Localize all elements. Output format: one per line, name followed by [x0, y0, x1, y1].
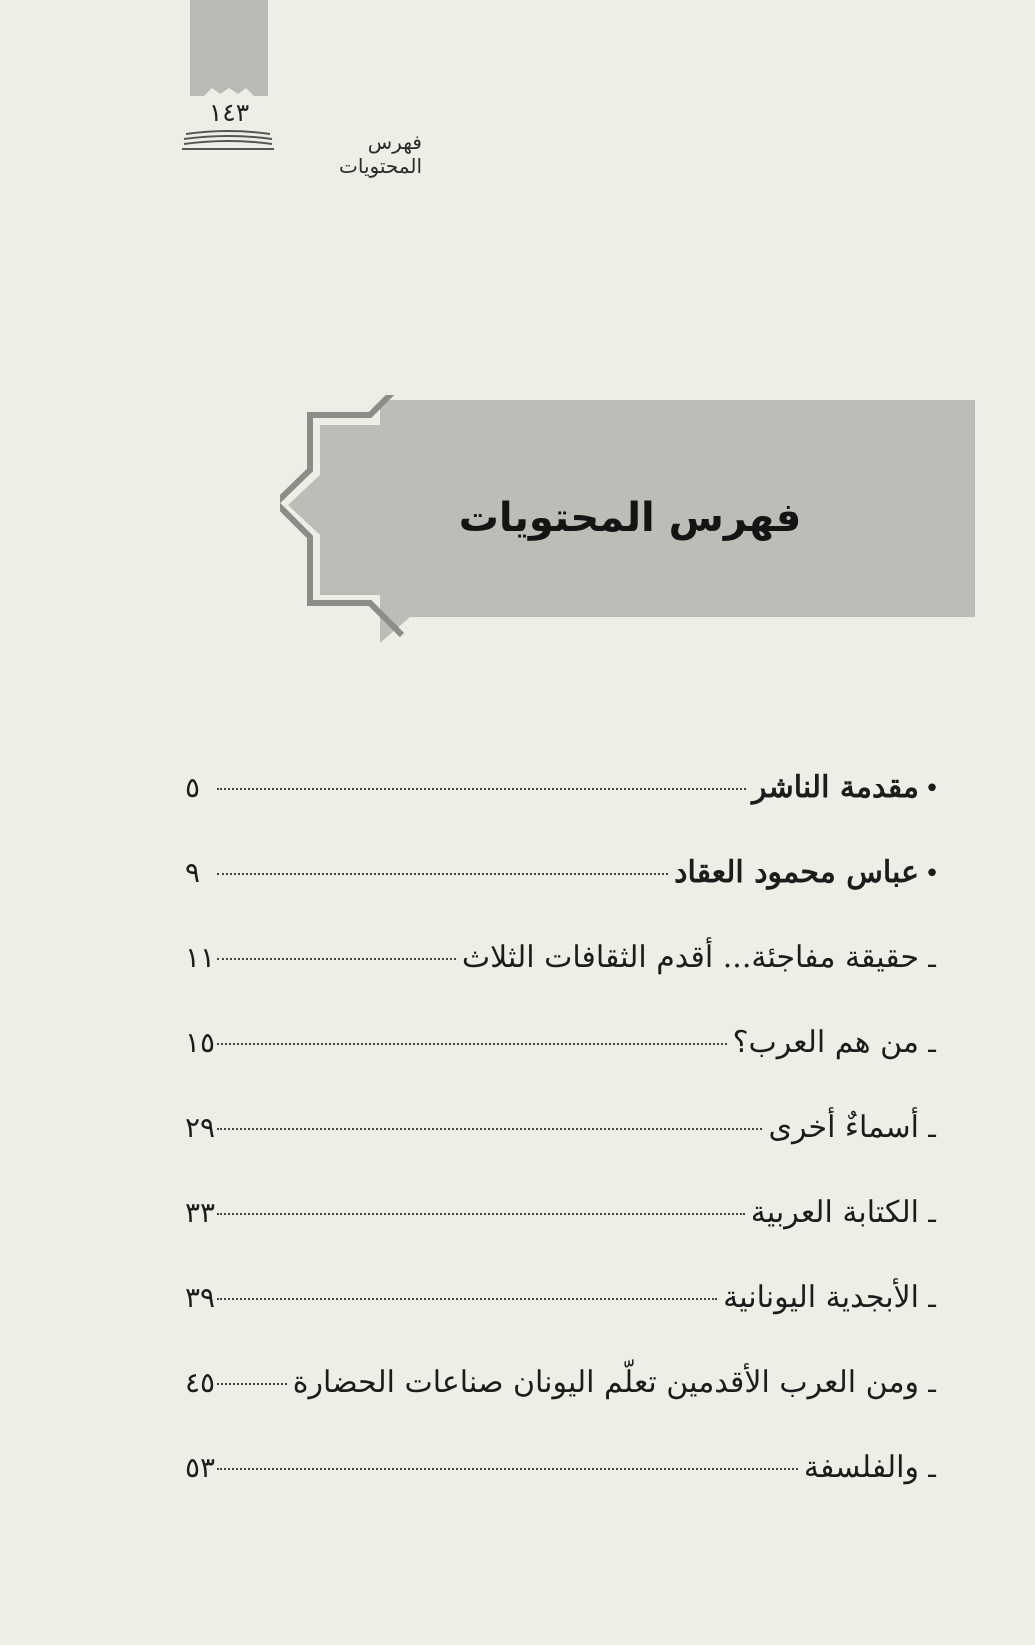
toc-entry-title: حقيقة مفاجئة... أقدم الثقافات الثلاث [461, 940, 919, 975]
toc-entry[interactable] [185, 855, 945, 940]
toc-leader-dots [217, 873, 668, 875]
toc-entry-page: ٥ [185, 771, 201, 804]
toc-dash: ـ [928, 1284, 936, 1314]
toc-dash: ـ [928, 1454, 936, 1484]
toc-leader-dots [217, 1468, 798, 1470]
toc-entry[interactable] [185, 1450, 945, 1535]
toc-entry-page: ٤٥ [185, 1366, 216, 1399]
toc-entry-page: ٣٣ [185, 1196, 216, 1229]
toc-bullet: • [924, 774, 940, 804]
toc-entry-page: ٥٣ [185, 1451, 216, 1484]
toc-entry-title: والفلسفة [803, 1450, 919, 1485]
toc-entry[interactable] [185, 1025, 945, 1110]
page-number: ١٤٣ [208, 98, 250, 127]
toc-leader-dots [217, 1043, 726, 1045]
toc-dash: ـ [928, 1369, 936, 1399]
toc-leader-dots [217, 1298, 717, 1300]
toc-dash: ـ [928, 1114, 936, 1144]
toc-entry-title: أسماءٌ أخرى [768, 1110, 919, 1145]
toc-dash: ـ [928, 1199, 936, 1229]
toc-entry[interactable] [185, 1365, 945, 1450]
toc-entry[interactable] [185, 1195, 945, 1280]
toc-entry-title: مقدمة الناشر [752, 770, 919, 805]
toc-entry-title: الأبجدية اليونانية [723, 1280, 919, 1315]
toc-entry-title: الكتابة العربية [750, 1195, 919, 1230]
toc-entry-page: ٩ [185, 856, 201, 889]
toc-leader-dots [217, 958, 456, 960]
toc-entry-page: ٣٩ [185, 1281, 216, 1314]
toc-dash: ـ [928, 944, 936, 974]
toc-entry-title: عباس محمود العقاد [674, 855, 919, 890]
toc-entry[interactable] [185, 940, 945, 1025]
toc-entry-page: ١٥ [185, 1026, 216, 1059]
toc-entry[interactable] [185, 770, 945, 855]
running-title: فهرس المحتويات [339, 130, 422, 178]
toc-leader-dots [217, 1383, 287, 1385]
toc-leader-dots [217, 1128, 762, 1130]
toc-entry-page: ٢٩ [185, 1111, 216, 1144]
toc-leader-dots [217, 1213, 745, 1215]
banner-title: فهرس المحتويات [458, 495, 802, 541]
toc-entry-page: ١١ [185, 941, 216, 974]
table-of-contents [185, 770, 945, 1535]
toc-bullet: • [924, 859, 940, 889]
book-icon [182, 128, 274, 152]
toc-entry[interactable] [185, 1280, 945, 1365]
toc-entry[interactable] [185, 1110, 945, 1195]
toc-dash: ـ [928, 1029, 936, 1059]
toc-entry-title: ومن العرب الأقدمين تعلّم اليونان صناعات الحضارة [292, 1365, 919, 1400]
toc-entry-title: من هم العرب؟ [732, 1025, 919, 1060]
toc-leader-dots [217, 788, 746, 790]
